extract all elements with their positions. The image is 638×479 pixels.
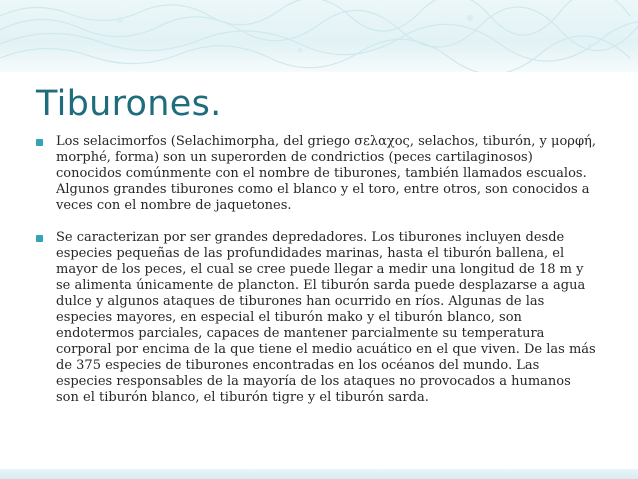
bullet-text: Los selacimorfos (Selachimorpha, del griego σελαχος, selachos, tiburón, y μορφή, morphé, forma) son un superorden de condrictios (peces cartilaginosos) conocidos comúnmente con el nombre de tiburones, también llamados escualos. Algunos grandes tiburones como el blanco y el toro, entre otros, son conocidos a veces con el nombre de jaquetones.: [56, 134, 596, 213]
list-item: [36, 230, 596, 406]
bullet-list: [36, 134, 596, 422]
square-bullet-icon: [36, 235, 43, 242]
decorative-footer-band: [0, 469, 638, 479]
slide-title: Tiburones.: [36, 84, 222, 124]
square-bullet-icon: [36, 139, 43, 146]
decorative-header-band: [0, 0, 638, 72]
list-item: [36, 134, 596, 214]
bullet-text: Se caracterizan por ser grandes depredadores. Los tiburones incluyen desde especies pequeñas de las profundidades marinas, hasta el tiburón ballena, el mayor de los peces, el cual se cree puede llegar a medir una longitud de 18 m y se alimenta únicamente de plancton. El tiburón sarda puede desplazarse a agua dulce y algunos ataques de tiburones han ocurrido en ríos. Algunas de las especies mayores, en especial el tiburón mako y el tiburón blanco, son endotermos parciales, capaces de mantener parcialmente su temperatura corporal por encima de la que tiene el medio acuático en el que viven. De las más de 375 especies de tiburones encontradas en los océanos del mundo. Las especies responsables de la mayoría de los ataques no provocados a humanos son el tiburón blanco, el tiburón tigre y el tiburón sarda.: [56, 230, 596, 405]
wave-pattern: [0, 0, 638, 72]
